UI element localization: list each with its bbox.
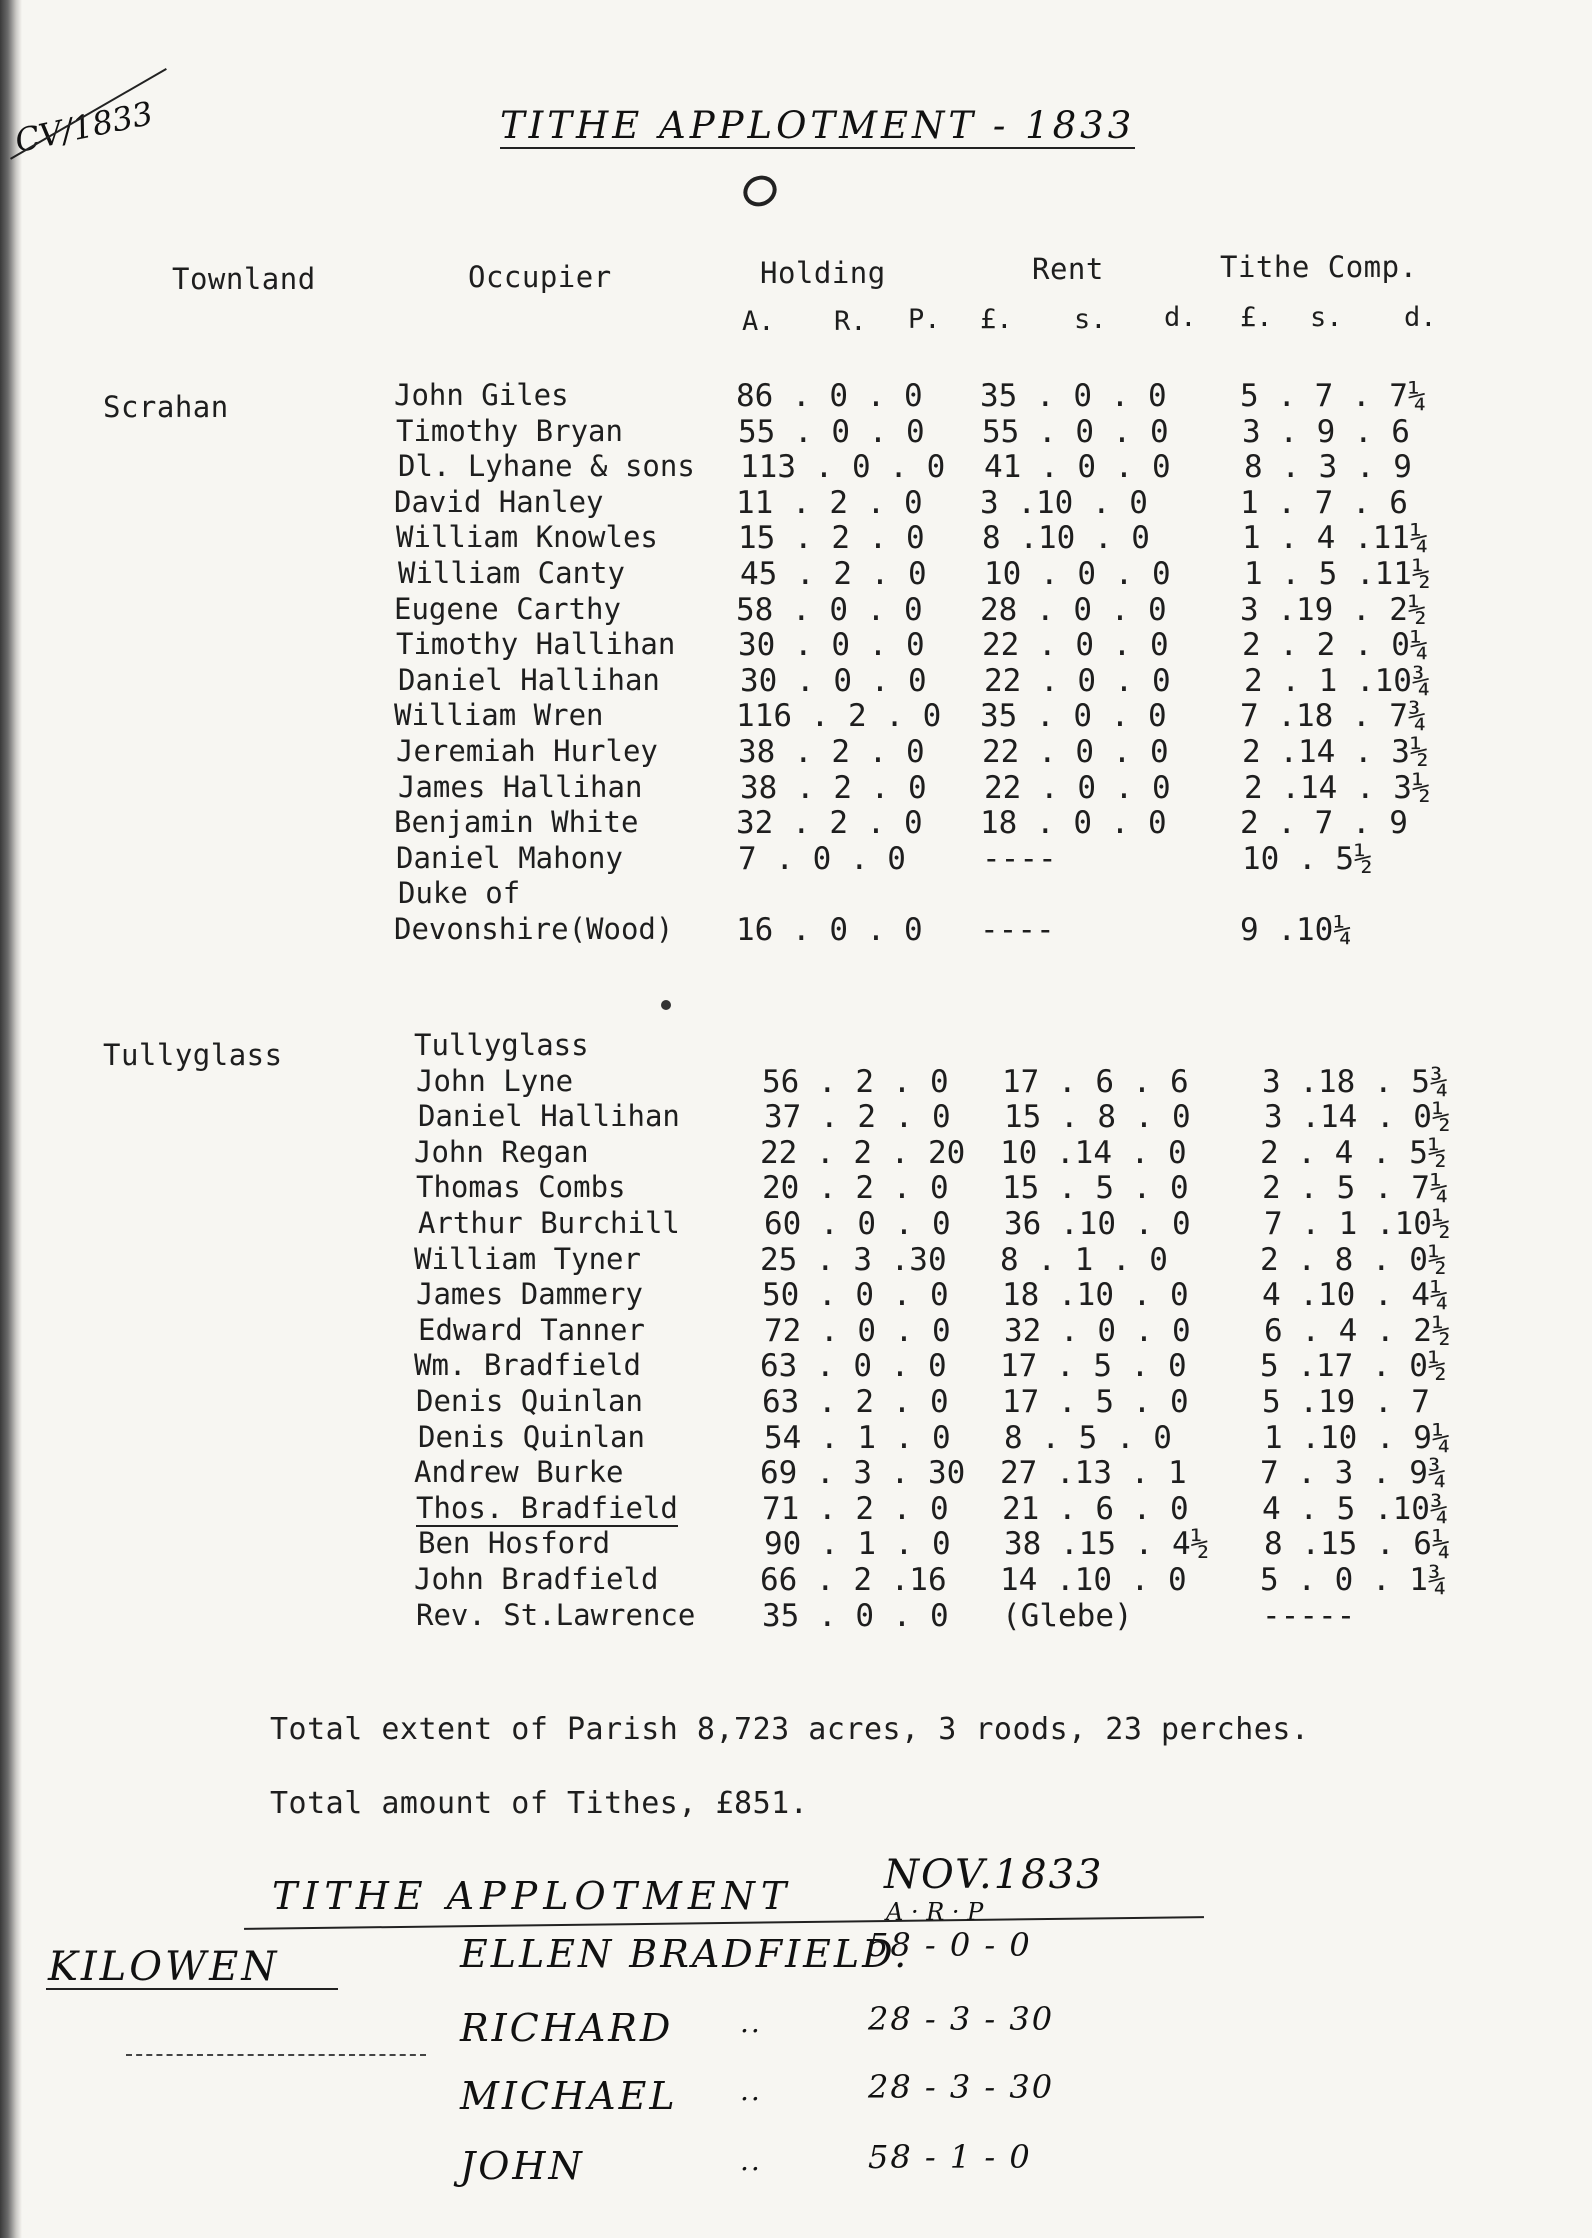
holding-value: 45 . 2 . 0 [740,556,927,592]
holding-value: 63 . 0 . 0 [760,1348,947,1385]
tithe-value: 1 .10 . 9¼ [1264,1419,1451,1456]
occupier-name: Benjamin White [394,805,639,840]
holding-value: 7 . 0 . 0 [738,840,906,877]
occupier-name: Denis Quinlan [418,1419,645,1454]
rent-value: 36 .10 . 0 [1004,1206,1191,1242]
occupier-name: Jeremiah Hurley [396,734,658,768]
rent-value: ---- [982,840,1057,877]
occupier-name: Thos. Bradfield [416,1490,678,1525]
townland-scrahan: Scrahan [103,390,229,424]
tithe-value: 4 .10 . 4¼ [1262,1277,1449,1314]
occupier-name: William Wren [394,698,604,733]
rent-value: 28 . 0 . 0 [980,591,1167,628]
handwritten-name: RICHARD [460,2006,674,2050]
page-binding-edge [0,0,22,2238]
holding-value: 86 . 0 . 0 [736,378,923,414]
rent-value: 18 . 0 . 0 [980,805,1167,842]
rent-value: 38 .15 . 4½ [1004,1526,1210,1563]
occupier-name: James Dammery [416,1277,643,1312]
document-title: TITHE APPLOTMENT - 1833 [500,104,1136,147]
holding-value: 20 . 2 . 0 [762,1170,949,1207]
tithe-value: 2 . 5 . 7¼ [1262,1170,1449,1207]
holding-value: 16 . 0 . 0 [736,912,923,948]
tithe-value: 3 .18 . 5¾ [1262,1063,1449,1100]
occupier-name: Daniel Hallihan [418,1099,680,1134]
tithe-value: 3 . 9 . 6 [1242,413,1410,450]
tithe-value: 3 .19 . 2½ [1240,591,1427,628]
handwritten-name: MICHAEL [460,2074,678,2118]
holding-value: 32 . 2 . 0 [736,805,923,842]
occupier-name: John Giles [394,378,569,412]
holding-value: 30 . 0 . 0 [738,627,925,664]
tithe-value: 8 . 3 . 9 [1244,449,1412,486]
occupier-name: Rev. St.Lawrence [416,1597,696,1632]
tithe-value: 8 .15 . 6¼ [1264,1526,1451,1563]
handwritten-name: JOHN [460,2144,585,2188]
holding-value: 50 . 0 . 0 [762,1277,949,1314]
handwritten-townland: KILOWEN [48,1944,280,1990]
holding-value: 37 . 2 . 0 [764,1099,951,1136]
header-townland: Townland [172,262,316,296]
handwritten-arp-value: 58 - 1 - 0 [868,2138,1032,2176]
holding-value: 72 . 0 . 0 [764,1312,951,1349]
rent-value: 22 . 0 . 0 [982,627,1169,664]
handwritten-dashed-rule [126,2054,426,2056]
ditto-mark: .. [740,2074,762,2107]
tithe-value: 5 .17 . 0½ [1260,1348,1447,1385]
rent-value: 3 .10 . 0 [980,484,1148,521]
total-extent: Total extent of Parish 8,723 acres, 3 roods, 23 perches. [270,1712,1310,1747]
rent-value: (Glebe) [1002,1597,1133,1634]
occupier-name: Arthur Burchill [418,1206,680,1240]
header-tithe: Tithe Comp. [1220,250,1418,284]
holding-value: 113 . 0 . 0 [740,449,946,486]
holding-value: 35 . 0 . 0 [762,1597,949,1634]
townland-tullyglass: Tullyglass [103,1038,283,1072]
occupier-name: Andrew Burke [414,1455,624,1490]
tithe-value: 4 . 5 .10¾ [1262,1490,1449,1527]
rent-value: 17 . 5 . 0 [1000,1348,1187,1385]
tithe-value: 2 . 8 . 0½ [1260,1241,1447,1278]
occupier-name: James Hallihan [398,769,643,804]
rent-value: 55 . 0 . 0 [982,413,1169,450]
rent-value: 10 . 0 . 0 [984,556,1171,592]
rent-value: ---- [980,912,1055,948]
unit-acres: A. [742,306,775,337]
unit-perches: P. [908,304,941,335]
rent-value: 10 .14 . 0 [1000,1134,1187,1171]
tithe-value: 2 . 4 . 5½ [1260,1134,1447,1171]
header-rent: Rent [1032,252,1104,286]
page-speck [661,1000,671,1010]
occupier-name: John Lyne [416,1063,574,1098]
unit-tithe-pounds: £. [1240,302,1273,333]
handwritten-title: TITHE APPLOTMENT [272,1874,793,1918]
occupier-name: William Tyner [414,1241,641,1276]
rent-value: 17 . 6 . 6 [1002,1063,1189,1100]
tithe-value: 7 . 3 . 9¾ [1260,1455,1447,1492]
holding-value: 66 . 2 .16 [760,1562,947,1598]
tithe-value: ----- [1262,1597,1356,1634]
rent-value: 15 . 8 . 0 [1004,1099,1191,1136]
occupier-name: Eugene Carthy [394,591,621,626]
occupier-name: Timothy Hallihan [396,627,676,662]
handwritten-arp-value: 28 - 3 - 30 [868,2068,1055,2106]
rent-value: 21 . 6 . 0 [1002,1490,1189,1527]
holding-value: 38 . 2 . 0 [738,734,925,770]
occupier-name: William Canty [398,556,625,590]
occupier-name: Devonshire(Wood) [394,912,674,946]
handwritten-arp-value: 28 - 3 - 30 [868,2000,1055,2038]
tithe-value: 7 . 1 .10½ [1264,1206,1451,1242]
tithe-value: 5 . 7 . 7¼ [1240,378,1427,414]
tithe-value: 2 .14 . 3½ [1244,769,1431,806]
ditto-mark: .. [740,2144,762,2177]
tithe-value: 3 .14 . 0½ [1264,1099,1451,1136]
rent-value: 41 . 0 . 0 [984,449,1171,486]
rent-value: 22 . 0 . 0 [984,769,1171,806]
holding-value: 90 . 1 . 0 [764,1526,951,1563]
handwritten-arp-value: 58 - 0 - 0 [868,1926,1032,1964]
holding-value: 54 . 1 . 0 [764,1419,951,1456]
stamp-mark [738,170,781,212]
holding-value: 30 . 0 . 0 [740,662,927,699]
occupier-name: William Knowles [396,520,658,555]
header-holding: Holding [760,256,886,290]
rent-value: 8 . 5 . 0 [1004,1419,1172,1456]
rent-value: 14 .10 . 0 [1000,1562,1187,1598]
unit-rent-pence: d. [1164,302,1197,333]
holding-value: 56 . 2 . 0 [762,1063,949,1100]
occupier-name: Thomas Combs [416,1170,626,1205]
tithe-value: 7 .18 . 7¾ [1240,698,1427,735]
occupier-name: John Bradfield [414,1562,659,1596]
handwritten-title-rule [244,1916,1204,1930]
rent-value: 22 . 0 . 0 [984,662,1171,699]
rent-value: 35 . 0 . 0 [980,698,1167,735]
holding-value: 38 . 2 . 0 [740,769,927,806]
handwritten-date: NOV.1833 [884,1852,1104,1898]
occupier-name: Dl. Lyhane & sons [398,449,695,484]
tithe-value: 5 . 0 . 1¾ [1260,1562,1447,1598]
tithe-value: 2 .14 . 3½ [1242,734,1429,770]
rent-value: 17 . 5 . 0 [1002,1384,1189,1420]
holding-value: 63 . 2 . 0 [762,1384,949,1420]
tithe-value: 1 . 4 .11¼ [1242,520,1429,557]
holding-value: 11 . 2 . 0 [736,484,923,521]
rent-value: 32 . 0 . 0 [1004,1312,1191,1349]
total-tithes: Total amount of Tithes, £851. [270,1786,809,1821]
ditto-mark: .. [740,2006,762,2039]
header-occupier: Occupier [468,260,612,294]
tithe-value: 5 .19 . 7 [1262,1384,1430,1420]
occupier-name: Daniel Mahony [396,840,623,875]
holding-value: 116 . 2 . 0 [736,698,942,735]
unit-roods: R. [834,306,867,337]
tithe-value: 9 .10¼ [1240,912,1352,948]
occupier-name: Duke of [398,876,521,911]
occupier-name: Timothy Bryan [396,413,623,448]
handwritten-arp: A · R · P [886,1898,984,1926]
holding-value: 25 . 3 .30 [760,1241,947,1278]
unit-tithe-pence: d. [1404,302,1437,333]
holding-value: 58 . 0 . 0 [736,591,923,628]
tithe-value: 2 . 1 .10¾ [1244,662,1431,699]
unit-tithe-shillings: s. [1310,302,1343,333]
holding-value: 69 . 3 . 30 [760,1455,966,1492]
holding-value: 22 . 2 . 20 [760,1134,966,1171]
tithe-value: 2 . 7 . 9 [1240,805,1408,842]
rent-value: 18 .10 . 0 [1002,1277,1189,1314]
rent-value: 27 .13 . 1 [1000,1455,1187,1492]
occupier-name: Wm. Bradfield [414,1348,641,1383]
occupier-name: Denis Quinlan [416,1384,643,1418]
occupier-name: Tullyglass [414,1028,589,1062]
unit-rent-shillings: s. [1074,304,1107,335]
holding-value: 60 . 0 . 0 [764,1206,951,1242]
rent-value: 8 . 1 . 0 [1000,1241,1168,1278]
tithe-value: 10 . 5½ [1242,840,1373,877]
rent-value: 15 . 5 . 0 [1002,1170,1189,1207]
handwritten-townland-rule [46,1988,338,1990]
occupier-name: John Regan [414,1134,589,1169]
tithe-value: 6 . 4 . 2½ [1264,1312,1451,1349]
holding-value: 71 . 2 . 0 [762,1490,949,1527]
occupier-name: Edward Tanner [418,1312,645,1347]
occupier-name: Ben Hosford [418,1526,611,1561]
holding-value: 15 . 2 . 0 [738,520,925,557]
rent-value: 35 . 0 . 0 [980,378,1167,414]
occupier-name: Daniel Hallihan [398,662,660,697]
unit-rent-pounds: £. [980,304,1013,335]
handwritten-name: ELLEN BRADFIELD. [460,1932,910,1976]
tithe-value: 1 . 5 .11½ [1244,556,1431,592]
corner-note: CV/1833 [11,93,157,161]
rent-value: 22 . 0 . 0 [982,734,1169,770]
occupier-name: David Hanley [394,484,604,519]
tithe-value: 1 . 7 . 6 [1240,484,1408,521]
tithe-value: 2 . 2 . 0¼ [1242,627,1429,664]
rent-value: 8 .10 . 0 [982,520,1150,557]
holding-value: 55 . 0 . 0 [738,413,925,450]
